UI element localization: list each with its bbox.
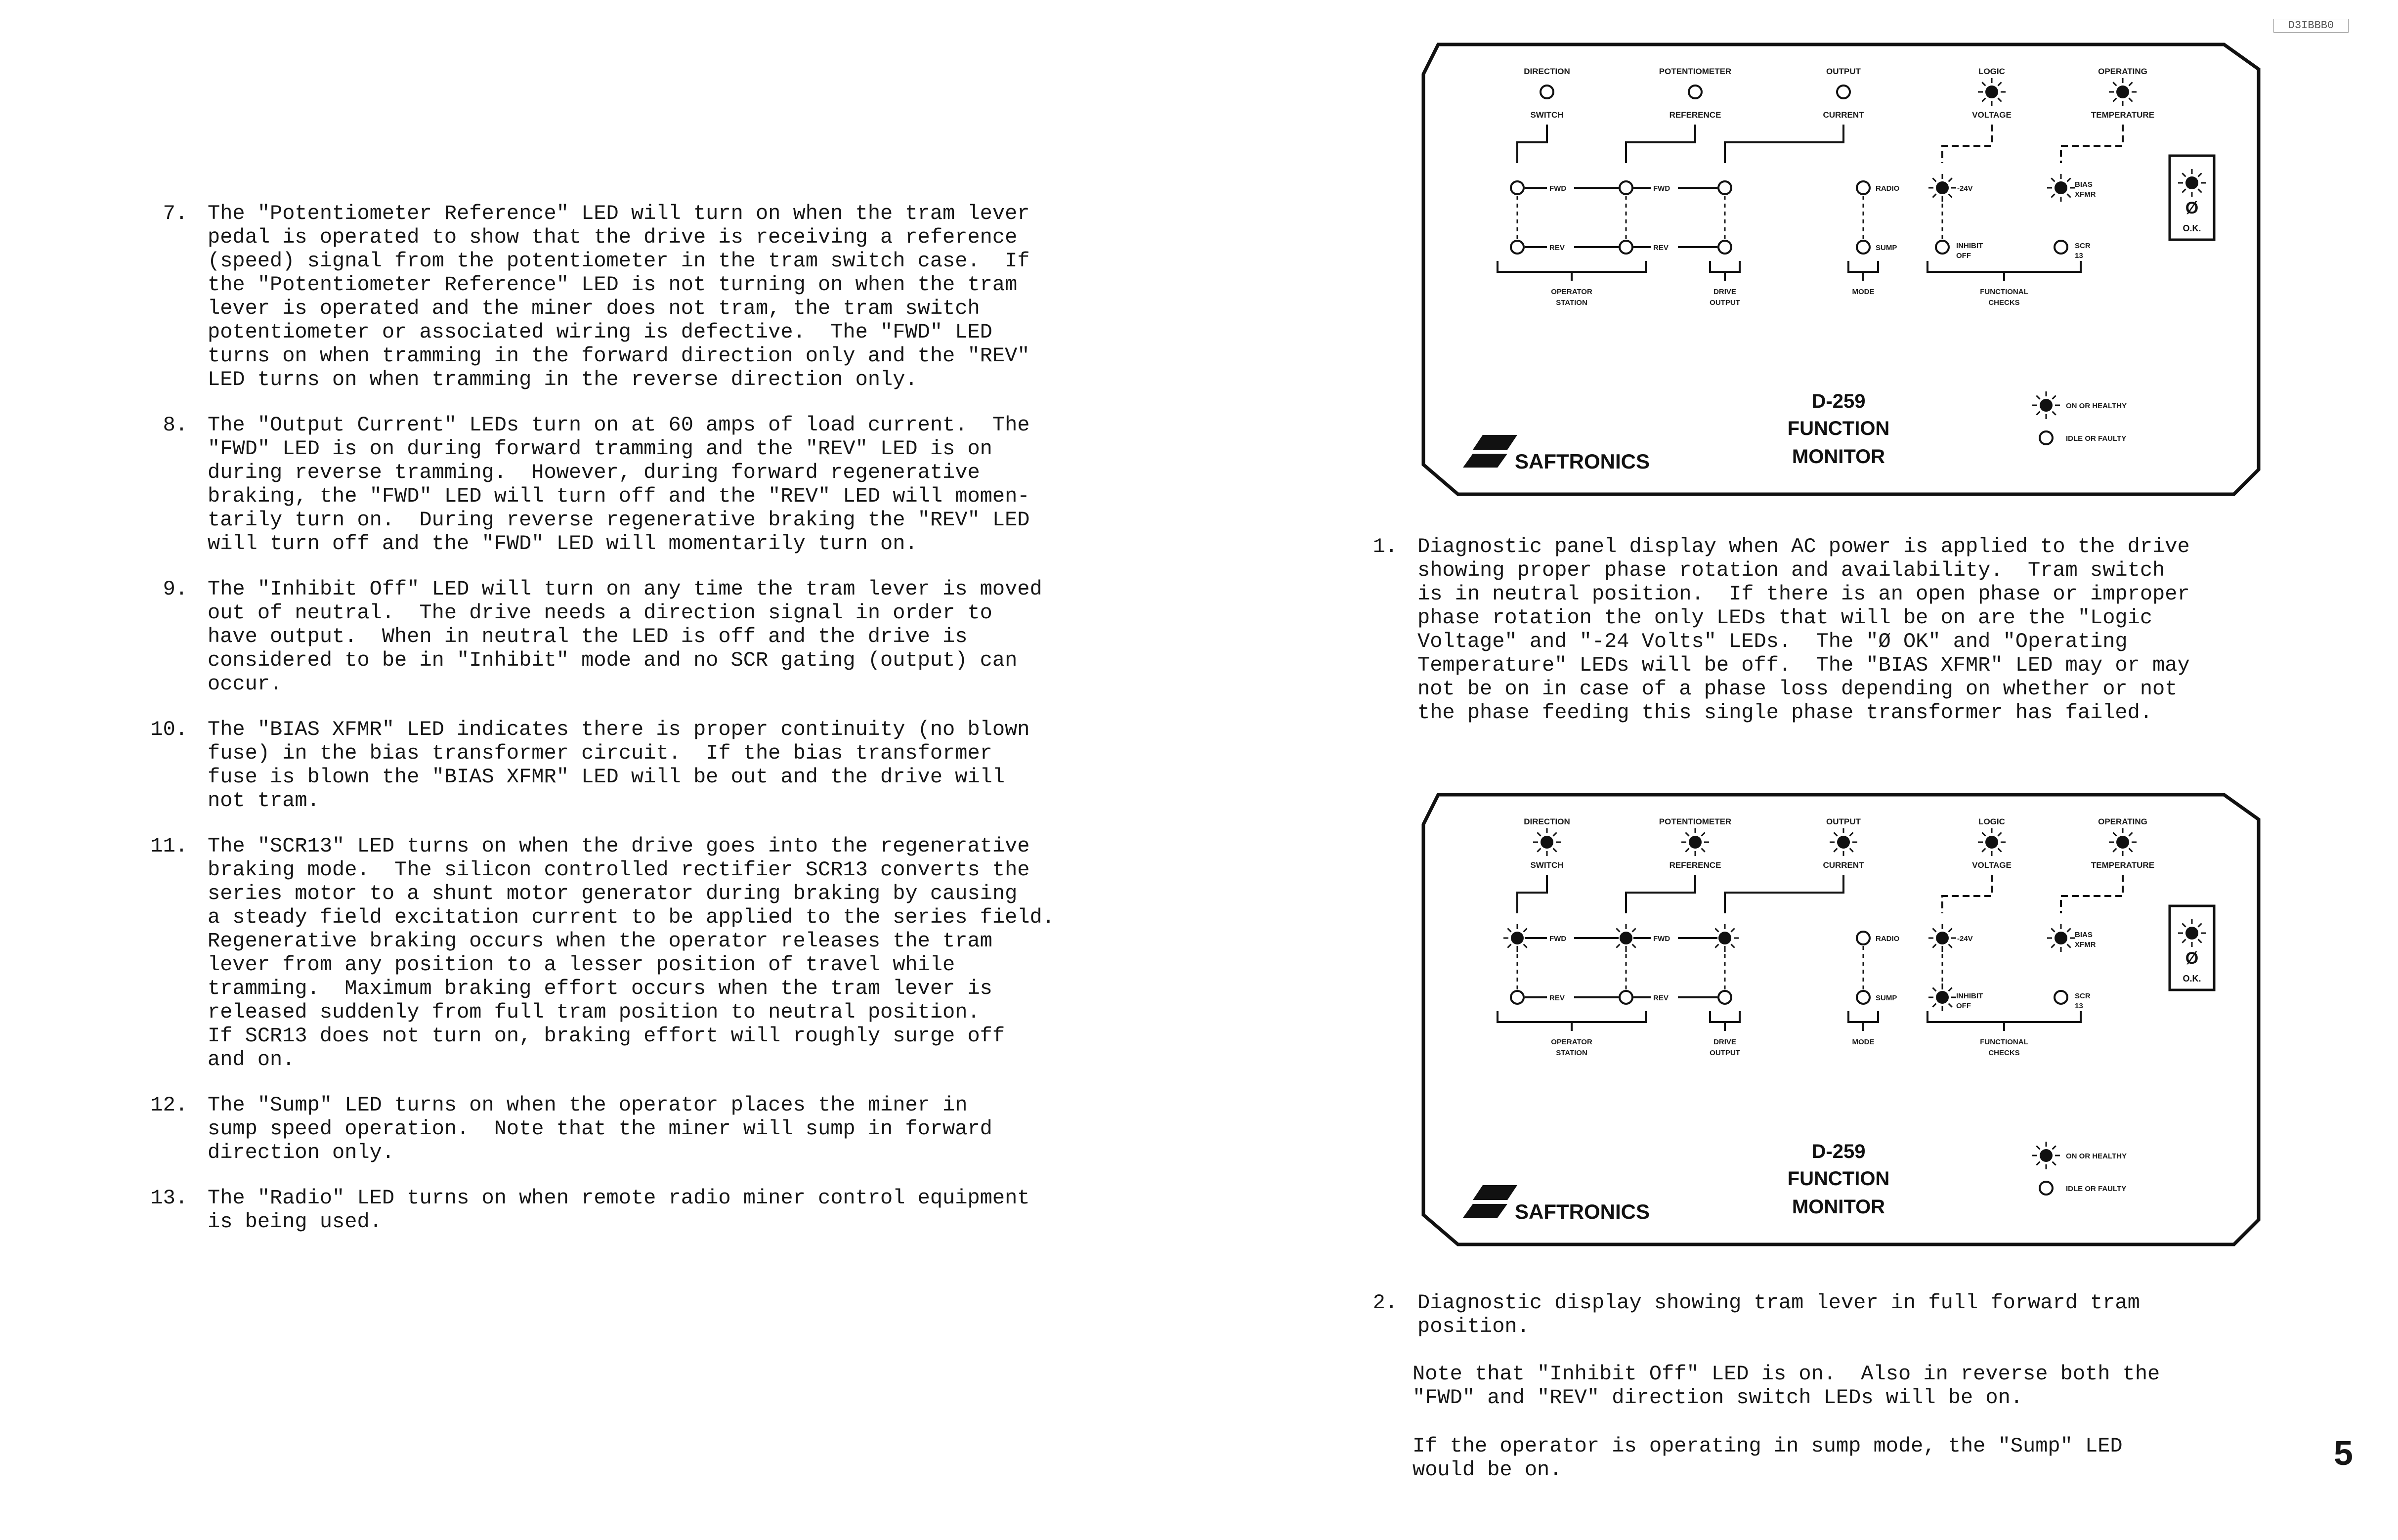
panel-label: Ø: [2185, 199, 2199, 217]
legend-on-led: [2032, 391, 2060, 419]
item-text: The "Output Current" LEDs turn on at 60 amps of load current. The "FWD" LED is on during forward tramming and the "REV" LED is on during reverse tramming. However, during forward regenerative braking, the "FWD" LED will turn off and the "REV" LED will momen- tarily turn on. During reverse regenerative braking the "REV" LED will turn off and the "FWD" LED will momentarily turn on.: [208, 413, 1030, 556]
panel-label: OFF: [1956, 1002, 1971, 1010]
panel-label: SCR: [2075, 992, 2091, 1000]
panel-label: OUTPUT: [1826, 67, 1861, 76]
list-item: [133, 1186, 1181, 1234]
panel-label: STATION: [1556, 299, 1587, 307]
panel-label: REV: [1653, 244, 1669, 252]
item-number: 10.: [150, 718, 188, 741]
panel-label: BIAS: [2075, 931, 2093, 939]
panel-label: DIRECTION: [1524, 817, 1570, 826]
sump-led: [1857, 241, 1870, 254]
panel-label: RADIO: [1876, 935, 1900, 943]
panel-label: OPERATOR: [1551, 288, 1592, 296]
page-number: 5: [2334, 1434, 2353, 1472]
panel-label: DRIVE: [1713, 288, 1736, 296]
item-text: The "Sump" LED turns on when the operator places the miner in sump speed operation. Note that the miner will sump in forward direction only.: [208, 1093, 992, 1164]
panel-label: ON OR HEALTHY: [2066, 402, 2127, 410]
panel-label: STATION: [1556, 1049, 1587, 1057]
phase-ok-led: [2178, 919, 2206, 947]
panel-label: CHECKS: [1988, 1049, 2020, 1057]
logic-voltage-led: [1978, 78, 2006, 106]
function-monitor-diagram: [1418, 790, 2269, 1249]
legend-on-led: [2032, 1142, 2060, 1169]
scr13-led: [2055, 991, 2067, 1004]
item-number: 8.: [163, 413, 188, 437]
operator-rev-led: [1511, 241, 1524, 254]
operator-rev-led: [1511, 991, 1524, 1004]
panel-label: FWD: [1549, 184, 1567, 193]
caption-number: 1.: [1372, 535, 1398, 558]
function-monitor-panel-2: [1418, 790, 2269, 1249]
panel-label: CHECKS: [1988, 299, 2020, 307]
diagram-1-caption: [1343, 535, 2312, 725]
list-item: [133, 718, 1181, 813]
item-number: 13.: [150, 1186, 188, 1210]
direction-switch-led: [1541, 86, 1553, 98]
saftronics-logo: [1463, 1185, 1650, 1223]
panel-label: SUMP: [1876, 244, 1897, 252]
panel-label: FUNCTIONAL: [1980, 288, 2028, 296]
panel-label: MODE: [1852, 288, 1875, 296]
panel-label: FWD: [1653, 184, 1670, 193]
panel-label: REFERENCE: [1669, 110, 1721, 120]
function-monitor-diagram: [1418, 40, 2269, 499]
operator-fwd-led: [1511, 181, 1524, 194]
sump-led: [1857, 991, 1870, 1004]
item-number: 11.: [150, 834, 188, 858]
diagram-2-caption: [1343, 1291, 2312, 1338]
panel-label: MODE: [1852, 1038, 1875, 1046]
item-number: 9.: [163, 577, 188, 601]
panel-label: MONITOR: [1792, 446, 1885, 468]
reference-fwd-led: [1620, 181, 1632, 194]
panel-label: XFMR: [2075, 941, 2096, 949]
panel-label: LOGIC: [1978, 817, 2005, 826]
panel-label: REV: [1549, 994, 1565, 1002]
list-item: [133, 1093, 1181, 1164]
panel-label: POTENTIOMETER: [1659, 817, 1732, 826]
potentiometer-reference-led: [1681, 828, 1709, 856]
panel-label: DIRECTION: [1524, 67, 1570, 76]
list-item: [133, 413, 1181, 556]
panel-label: DRIVE: [1713, 1038, 1736, 1046]
panel-label: FUNCTION: [1787, 418, 1890, 439]
drive-output-fwd-led: [1718, 181, 1731, 194]
panel-label: FUNCTION: [1787, 1168, 1890, 1190]
panel-label: MONITOR: [1792, 1196, 1885, 1218]
panel-label: SUMP: [1876, 994, 1897, 1002]
caption-text: Diagnostic display showing tram lever in full forward tram position.: [1417, 1291, 2140, 1338]
drive-output-rev-led: [1718, 241, 1731, 254]
output-current-led: [1837, 86, 1850, 98]
panel-label: O.K.: [2183, 223, 2201, 233]
panel-label: RADIO: [1876, 184, 1900, 193]
caption-text: Diagnostic panel display when AC power is applied to the drive showing proper phase rotation and availability. Tram switch is in neutral position. If there is an open phase or improper phase rotation the only LEDs that will be on are the "Logic Voltage" and "-24 Volts" LEDs. The "Ø OK" and "Operating Temperature" LEDs will be off. The "BIAS XFMR" LED may or may not be on in case of a phase loss depending on whether or not the phase feeding this single phase transformer has failed.: [1417, 535, 2190, 725]
panel-label: O.K.: [2183, 974, 2201, 984]
panel-label: VOLTAGE: [1972, 860, 2012, 870]
direction-switch-led: [1533, 828, 1561, 856]
panel-label: -24V: [1957, 935, 1973, 943]
diagram-2-note-inhibit: Note that "Inhibit Off" LED is on. Also in reverse both the "FWD" and "REV" direction switch LEDs will be on.: [1413, 1362, 2160, 1410]
output-current-led: [1830, 828, 1857, 856]
panel-label: SWITCH: [1530, 110, 1564, 120]
caption-number: 2.: [1372, 1291, 1398, 1315]
operating-temperature-led: [2109, 828, 2137, 856]
panel-label: LOGIC: [1978, 67, 2005, 76]
diagram-2-note-sump: If the operator is operating in sump mode, the "Sump" LED would be on.: [1413, 1434, 2123, 1482]
panel-label: BIAS: [2075, 180, 2093, 189]
bias-xfmr-led: [2047, 174, 2075, 202]
panel-label: SCR: [2075, 242, 2091, 250]
item-text: The "Inhibit Off" LED will turn on any time the tram lever is moved out of neutral. The drive needs a direction signal in order to have output. When in neutral the LED is off and the drive is considered to be in "Inhibit" mode and no SCR gating (output) can occur.: [208, 577, 1042, 696]
item-text: The "Potentiometer Reference" LED will turn on when the tram lever pedal is operated to show that the drive is receiving a reference (speed) signal from the potentiometer in the tram switch case. If the "Potentiometer Reference" LED is not turning on when the tram lever is operated and the miner does not tram, the tram switch potentiometer or associated wiring is defective. The "FWD" LED turns on when tramming in the forward direction only and the "REV" LED turns on when tramming in the reverse direction only.: [208, 202, 1030, 391]
item-text: The "SCR13" LED turns on when the drive goes into the regenerative braking mode. The silicon controlled rectifier SCR13 converts the series motor to a shunt motor generator during braking by causing a steady field excitation current to be applied to the series field. Regenerative braking occurs when the operator releases the tram lever from any position to a lesser position of travel while tramming. Maximum braking effort occurs when the tram lever is released suddenly from full tram position to neutral position. If SCR13 does not turn on, braking effort will roughly surge off and on.: [208, 834, 1055, 1071]
panel-label: OPERATING: [2098, 67, 2147, 76]
page-code: D3IBBB0: [2273, 19, 2349, 33]
panel-label: TEMPERATURE: [2091, 860, 2155, 870]
operating-temperature-led: [2109, 78, 2137, 106]
panel-label: OUTPUT: [1710, 1049, 1740, 1057]
potentiometer-reference-led: [1689, 86, 1702, 98]
panel-label: OFF: [1956, 252, 1971, 260]
panel-label: FUNCTIONAL: [1980, 1038, 2028, 1046]
panel-label: INHIBIT: [1956, 992, 1983, 1000]
drive-output-rev-led: [1718, 991, 1731, 1004]
panel-label: 13: [2075, 252, 2083, 260]
panel-label: REV: [1653, 994, 1669, 1002]
item-number: 7.: [163, 202, 188, 225]
item-text: The "BIAS XFMR" LED indicates there is proper continuity (no blown fuse) in the bias transformer circuit. If the bias transformer fuse is blown the "BIAS XFMR" LED will be out and the drive will not tram.: [208, 718, 1030, 813]
panel-label: POTENTIOMETER: [1659, 67, 1732, 76]
panel-label: REV: [1549, 244, 1565, 252]
list-item: [133, 834, 1181, 1071]
reference-rev-led: [1620, 991, 1632, 1004]
panel-label: VOLTAGE: [1972, 110, 2012, 120]
panel-label: Ø: [2185, 949, 2199, 968]
panel-label: SAFTRONICS: [1515, 1200, 1650, 1223]
legend-off-led: [2040, 431, 2053, 444]
panel-label: OPERATOR: [1551, 1038, 1592, 1046]
list-item: [133, 202, 1181, 391]
item-number: 12.: [150, 1093, 188, 1117]
panel-label: D-259: [1811, 390, 1866, 412]
panel-label: SAFTRONICS: [1515, 450, 1650, 473]
panel-label: -24V: [1957, 184, 1973, 193]
panel-label: CURRENT: [1823, 110, 1864, 120]
radio-led: [1857, 932, 1870, 944]
panel-label: FWD: [1549, 935, 1567, 943]
panel-label: ON OR HEALTHY: [2066, 1152, 2127, 1160]
saftronics-logo: [1463, 435, 1650, 473]
radio-led: [1857, 181, 1870, 194]
logic-voltage-led: [1978, 828, 2006, 856]
reference-rev-led: [1620, 241, 1632, 254]
panel-label: IDLE OR FAULTY: [2066, 1185, 2127, 1193]
panel-label: REFERENCE: [1669, 860, 1721, 870]
panel-label: SWITCH: [1530, 860, 1564, 870]
legend-off-led: [2040, 1182, 2053, 1195]
panel-label: OUTPUT: [1710, 299, 1740, 307]
panel-label: OPERATING: [2098, 817, 2147, 826]
panel-label: IDLE OR FAULTY: [2066, 434, 2127, 443]
led-description-list: [133, 202, 1181, 1255]
panel-label: D-259: [1811, 1141, 1866, 1162]
scr13-led: [2055, 241, 2067, 254]
list-item: [133, 577, 1181, 696]
panel-label: XFMR: [2075, 190, 2096, 199]
panel-label: CURRENT: [1823, 860, 1864, 870]
item-text: The "Radio" LED turns on when remote radio miner control equipment is being used.: [208, 1186, 1030, 1234]
function-monitor-panel-1: [1418, 40, 2269, 499]
panel-label: FWD: [1653, 935, 1670, 943]
panel-label: 13: [2075, 1002, 2083, 1010]
panel-label: INHIBIT: [1956, 242, 1983, 250]
panel-label: TEMPERATURE: [2091, 110, 2155, 120]
panel-label: OUTPUT: [1826, 817, 1861, 826]
phase-ok-led: [2178, 169, 2206, 197]
bias-xfmr-led: [2047, 924, 2075, 952]
inhibit-off-led: [1936, 241, 1949, 254]
